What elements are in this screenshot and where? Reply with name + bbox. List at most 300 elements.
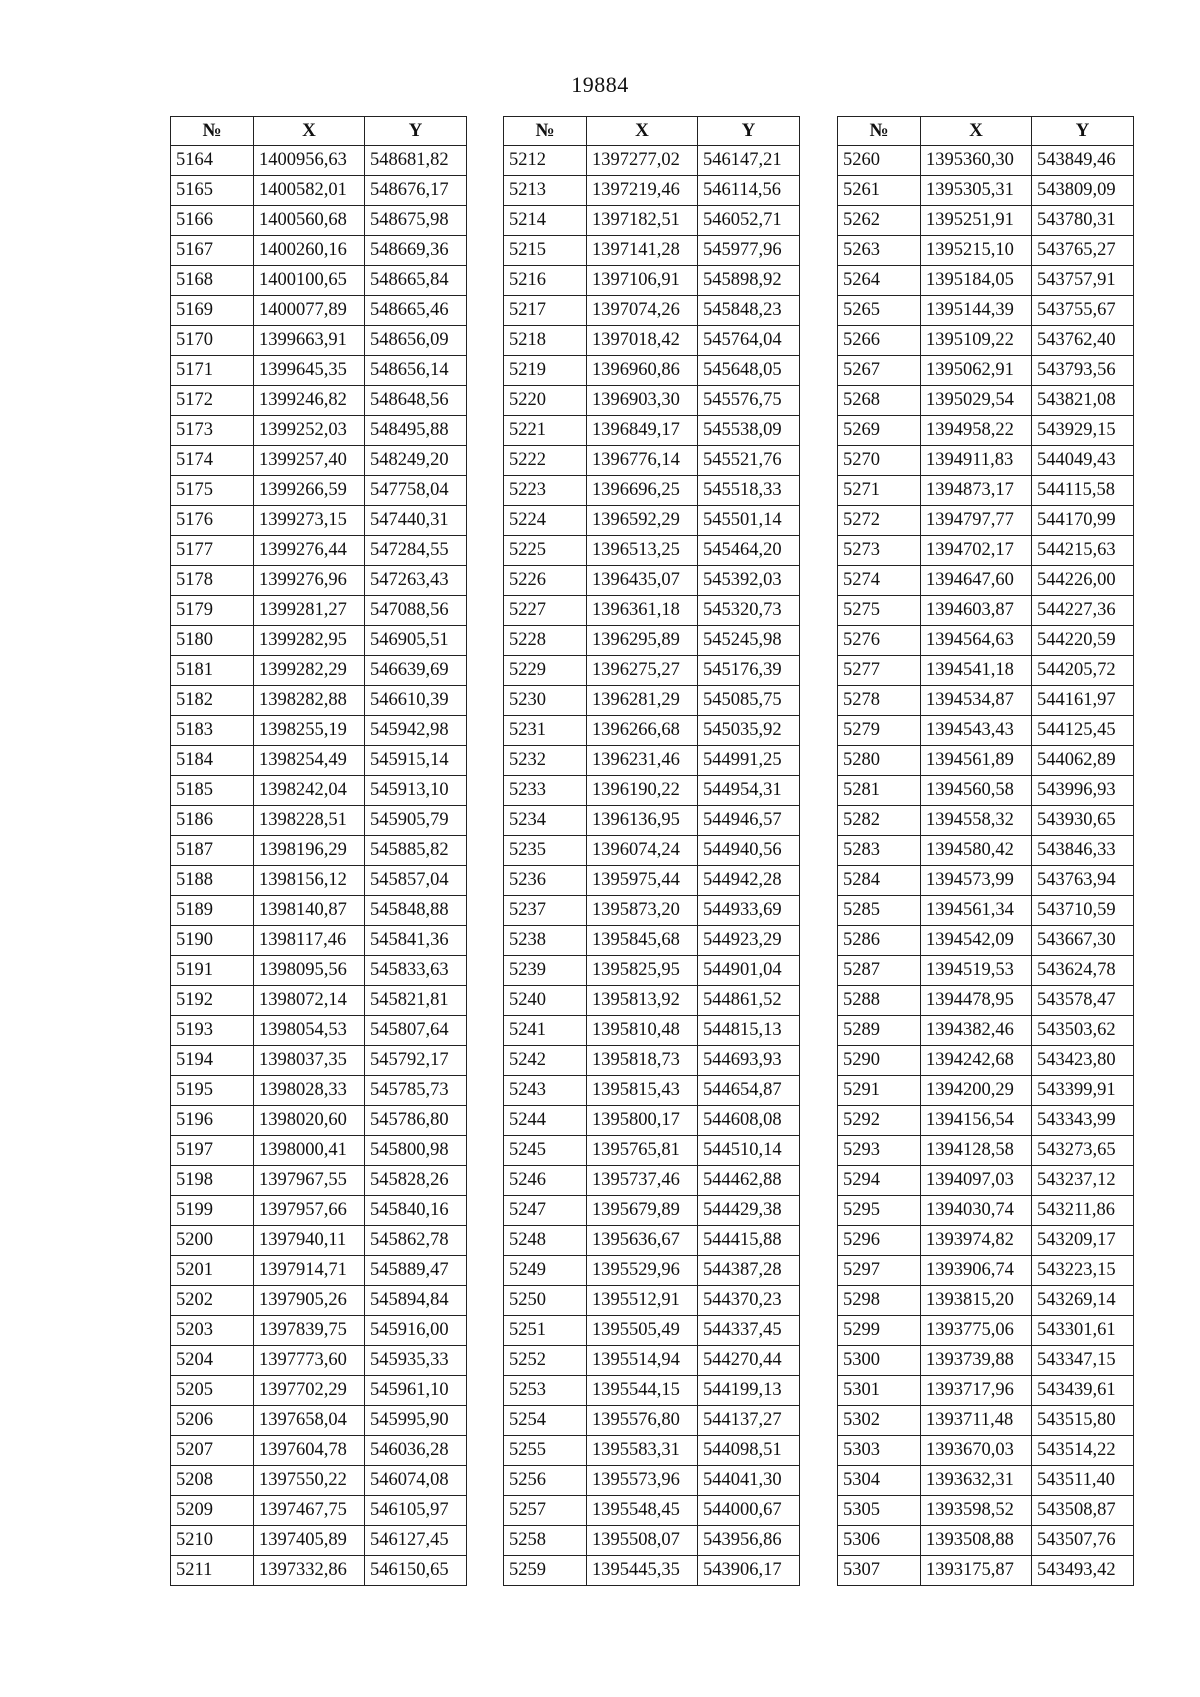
y-coordinate-cell: 547440,31 <box>365 506 467 536</box>
x-coordinate-cell: 1397182,51 <box>587 206 698 236</box>
table-row <box>838 1436 1134 1466</box>
x-coordinate-cell: 1395062,91 <box>921 356 1032 386</box>
x-coordinate-cell: 1395815,43 <box>587 1076 698 1106</box>
x-coordinate-cell: 1398020,60 <box>254 1106 365 1136</box>
y-coordinate-cell: 544923,29 <box>698 926 800 956</box>
y-coordinate-cell: 545800,98 <box>365 1136 467 1166</box>
y-coordinate-cell: 545807,64 <box>365 1016 467 1046</box>
table-row <box>838 1376 1134 1406</box>
y-coordinate-cell: 543211,86 <box>1032 1196 1134 1226</box>
y-coordinate-cell: 544387,28 <box>698 1256 800 1286</box>
point-number-cell: 5306 <box>838 1526 921 1556</box>
y-coordinate-cell: 544337,45 <box>698 1316 800 1346</box>
table-row <box>504 806 800 836</box>
x-coordinate-cell: 1398254,49 <box>254 746 365 776</box>
x-coordinate-cell: 1397914,71 <box>254 1256 365 1286</box>
y-coordinate-cell: 545833,63 <box>365 956 467 986</box>
x-coordinate-cell: 1393717,96 <box>921 1376 1032 1406</box>
y-coordinate-cell: 544062,89 <box>1032 746 1134 776</box>
y-coordinate-cell: 544370,23 <box>698 1286 800 1316</box>
y-coordinate-cell: 543269,14 <box>1032 1286 1134 1316</box>
point-number-cell: 5185 <box>171 776 254 806</box>
x-coordinate-cell: 1395765,81 <box>587 1136 698 1166</box>
point-number-cell: 5230 <box>504 686 587 716</box>
point-number-cell: 5226 <box>504 566 587 596</box>
point-number-cell: 5179 <box>171 596 254 626</box>
point-number-cell: 5195 <box>171 1076 254 1106</box>
point-number-cell: 5180 <box>171 626 254 656</box>
x-coordinate-cell: 1396903,30 <box>587 386 698 416</box>
table-row <box>504 266 800 296</box>
table-row <box>838 1406 1134 1436</box>
point-number-cell: 5165 <box>171 176 254 206</box>
point-number-cell: 5186 <box>171 806 254 836</box>
y-coordinate-cell: 546147,21 <box>698 146 800 176</box>
x-coordinate-cell: 1395109,22 <box>921 326 1032 356</box>
table-row <box>171 1226 467 1256</box>
y-coordinate-cell: 546114,56 <box>698 176 800 206</box>
table-row <box>838 566 1134 596</box>
y-coordinate-cell: 543209,17 <box>1032 1226 1134 1256</box>
x-coordinate-cell: 1397658,04 <box>254 1406 365 1436</box>
x-coordinate-cell: 1397839,75 <box>254 1316 365 1346</box>
x-coordinate-cell: 1394542,09 <box>921 926 1032 956</box>
x-coordinate-cell: 1396275,27 <box>587 656 698 686</box>
table-row <box>504 1376 800 1406</box>
x-coordinate-cell: 1397074,26 <box>587 296 698 326</box>
table-row <box>504 626 800 656</box>
table-row <box>504 236 800 266</box>
x-coordinate-cell: 1400560,68 <box>254 206 365 236</box>
x-coordinate-cell: 1395544,15 <box>587 1376 698 1406</box>
point-number-cell: 5290 <box>838 1046 921 1076</box>
x-coordinate-cell: 1398140,87 <box>254 896 365 926</box>
y-coordinate-cell: 548665,46 <box>365 296 467 326</box>
point-number-cell: 5277 <box>838 656 921 686</box>
x-coordinate-cell: 1398255,19 <box>254 716 365 746</box>
point-number-cell: 5248 <box>504 1226 587 1256</box>
x-coordinate-cell: 1398156,12 <box>254 866 365 896</box>
y-coordinate-cell: 543578,47 <box>1032 986 1134 1016</box>
x-coordinate-cell: 1398028,33 <box>254 1076 365 1106</box>
table-row <box>171 236 467 266</box>
table-row <box>504 296 800 326</box>
y-coordinate-cell: 544215,63 <box>1032 536 1134 566</box>
point-number-cell: 5262 <box>838 206 921 236</box>
y-coordinate-cell: 543846,33 <box>1032 836 1134 866</box>
x-coordinate-cell: 1395360,30 <box>921 146 1032 176</box>
point-number-cell: 5305 <box>838 1496 921 1526</box>
x-coordinate-cell: 1395737,46 <box>587 1166 698 1196</box>
y-coordinate-cell: 547758,04 <box>365 476 467 506</box>
x-coordinate-cell: 1394911,83 <box>921 446 1032 476</box>
y-coordinate-cell: 547284,55 <box>365 536 467 566</box>
table-row <box>171 386 467 416</box>
y-coordinate-cell: 543757,91 <box>1032 266 1134 296</box>
x-coordinate-cell: 1398054,53 <box>254 1016 365 1046</box>
table-row <box>838 926 1134 956</box>
point-number-cell: 5282 <box>838 806 921 836</box>
header-x: X <box>254 117 365 146</box>
y-coordinate-cell: 543780,31 <box>1032 206 1134 236</box>
table-row <box>504 986 800 1016</box>
point-number-cell: 5201 <box>171 1256 254 1286</box>
x-coordinate-cell: 1398117,46 <box>254 926 365 956</box>
x-coordinate-cell: 1399252,03 <box>254 416 365 446</box>
y-coordinate-cell: 543849,46 <box>1032 146 1134 176</box>
point-number-cell: 5220 <box>504 386 587 416</box>
table-row <box>504 1046 800 1076</box>
point-number-cell: 5211 <box>171 1556 254 1586</box>
header-y: Y <box>365 117 467 146</box>
x-coordinate-cell: 1394128,58 <box>921 1136 1032 1166</box>
y-coordinate-cell: 543755,67 <box>1032 296 1134 326</box>
y-coordinate-cell: 544462,88 <box>698 1166 800 1196</box>
y-coordinate-cell: 545792,17 <box>365 1046 467 1076</box>
point-number-cell: 5183 <box>171 716 254 746</box>
point-number-cell: 5251 <box>504 1316 587 1346</box>
point-number-cell: 5210 <box>171 1526 254 1556</box>
table-row <box>838 1226 1134 1256</box>
point-number-cell: 5234 <box>504 806 587 836</box>
point-number-cell: 5191 <box>171 956 254 986</box>
y-coordinate-cell: 543809,09 <box>1032 176 1134 206</box>
point-number-cell: 5193 <box>171 1016 254 1046</box>
x-coordinate-cell: 1399266,59 <box>254 476 365 506</box>
x-coordinate-cell: 1399246,82 <box>254 386 365 416</box>
table-row <box>171 536 467 566</box>
y-coordinate-cell: 544933,69 <box>698 896 800 926</box>
x-coordinate-cell: 1394242,68 <box>921 1046 1032 1076</box>
y-coordinate-cell: 548675,98 <box>365 206 467 236</box>
y-coordinate-cell: 546610,39 <box>365 686 467 716</box>
y-coordinate-cell: 545392,03 <box>698 566 800 596</box>
point-number-cell: 5258 <box>504 1526 587 1556</box>
table-row <box>838 416 1134 446</box>
point-number-cell: 5221 <box>504 416 587 446</box>
x-coordinate-cell: 1399257,40 <box>254 446 365 476</box>
x-coordinate-cell: 1395845,68 <box>587 926 698 956</box>
table-row <box>838 236 1134 266</box>
point-number-cell: 5187 <box>171 836 254 866</box>
x-coordinate-cell: 1397405,89 <box>254 1526 365 1556</box>
point-number-cell: 5166 <box>171 206 254 236</box>
table-row <box>171 1286 467 1316</box>
point-number-cell: 5184 <box>171 746 254 776</box>
point-number-cell: 5232 <box>504 746 587 776</box>
y-coordinate-cell: 543929,15 <box>1032 416 1134 446</box>
x-coordinate-cell: 1398095,56 <box>254 956 365 986</box>
point-number-cell: 5288 <box>838 986 921 1016</box>
table-row <box>838 1286 1134 1316</box>
point-number-cell: 5216 <box>504 266 587 296</box>
header-number: № <box>171 117 254 146</box>
x-coordinate-cell: 1398282,88 <box>254 686 365 716</box>
y-coordinate-cell: 543793,56 <box>1032 356 1134 386</box>
x-coordinate-cell: 1396190,22 <box>587 776 698 806</box>
y-coordinate-cell: 548665,84 <box>365 266 467 296</box>
x-coordinate-cell: 1396361,18 <box>587 596 698 626</box>
point-number-cell: 5299 <box>838 1316 921 1346</box>
y-coordinate-cell: 545862,78 <box>365 1226 467 1256</box>
x-coordinate-cell: 1396776,14 <box>587 446 698 476</box>
point-number-cell: 5181 <box>171 656 254 686</box>
y-coordinate-cell: 544161,97 <box>1032 686 1134 716</box>
point-number-cell: 5200 <box>171 1226 254 1256</box>
y-coordinate-cell: 544170,99 <box>1032 506 1134 536</box>
table-row <box>171 206 467 236</box>
x-coordinate-cell: 1394958,22 <box>921 416 1032 446</box>
y-coordinate-cell: 543906,17 <box>698 1556 800 1586</box>
point-number-cell: 5270 <box>838 446 921 476</box>
table-row <box>171 1256 467 1286</box>
y-coordinate-cell: 545889,47 <box>365 1256 467 1286</box>
table-row <box>171 656 467 686</box>
x-coordinate-cell: 1395029,54 <box>921 386 1032 416</box>
x-coordinate-cell: 1394382,46 <box>921 1016 1032 1046</box>
table-row <box>171 1376 467 1406</box>
y-coordinate-cell: 545785,73 <box>365 1076 467 1106</box>
x-coordinate-cell: 1397277,02 <box>587 146 698 176</box>
point-number-cell: 5236 <box>504 866 587 896</box>
table-row <box>838 356 1134 386</box>
point-number-cell: 5252 <box>504 1346 587 1376</box>
table-row <box>504 1106 800 1136</box>
y-coordinate-cell: 544199,13 <box>698 1376 800 1406</box>
y-coordinate-cell: 546127,45 <box>365 1526 467 1556</box>
table-row <box>171 1556 467 1586</box>
x-coordinate-cell: 1397332,86 <box>254 1556 365 1586</box>
x-coordinate-cell: 1397773,60 <box>254 1346 365 1376</box>
table-row <box>171 1076 467 1106</box>
table-row <box>504 746 800 776</box>
point-number-cell: 5197 <box>171 1136 254 1166</box>
table-row <box>171 146 467 176</box>
y-coordinate-cell: 548495,88 <box>365 416 467 446</box>
x-coordinate-cell: 1394873,17 <box>921 476 1032 506</box>
table-row <box>838 1556 1134 1586</box>
y-coordinate-cell: 548681,82 <box>365 146 467 176</box>
point-number-cell: 5172 <box>171 386 254 416</box>
x-coordinate-cell: 1395548,45 <box>587 1496 698 1526</box>
y-coordinate-cell: 544510,14 <box>698 1136 800 1166</box>
point-number-cell: 5228 <box>504 626 587 656</box>
x-coordinate-cell: 1393598,52 <box>921 1496 1032 1526</box>
table-row <box>171 416 467 446</box>
x-coordinate-cell: 1397219,46 <box>587 176 698 206</box>
x-coordinate-cell: 1394580,42 <box>921 836 1032 866</box>
y-coordinate-cell: 543511,40 <box>1032 1466 1134 1496</box>
x-coordinate-cell: 1398000,41 <box>254 1136 365 1166</box>
table-row <box>171 266 467 296</box>
y-coordinate-cell: 544098,51 <box>698 1436 800 1466</box>
point-number-cell: 5247 <box>504 1196 587 1226</box>
point-number-cell: 5167 <box>171 236 254 266</box>
table-row <box>504 146 800 176</box>
table-header-row <box>171 117 467 146</box>
table-row <box>504 1346 800 1376</box>
point-number-cell: 5238 <box>504 926 587 956</box>
y-coordinate-cell: 543223,15 <box>1032 1256 1134 1286</box>
y-coordinate-cell: 543624,78 <box>1032 956 1134 986</box>
table-row <box>504 866 800 896</box>
y-coordinate-cell: 548656,09 <box>365 326 467 356</box>
table-row <box>504 476 800 506</box>
x-coordinate-cell: 1393711,48 <box>921 1406 1032 1436</box>
y-coordinate-cell: 545898,92 <box>698 266 800 296</box>
y-coordinate-cell: 543514,22 <box>1032 1436 1134 1466</box>
x-coordinate-cell: 1394097,03 <box>921 1166 1032 1196</box>
point-number-cell: 5239 <box>504 956 587 986</box>
table-row <box>171 1346 467 1376</box>
x-coordinate-cell: 1393739,88 <box>921 1346 1032 1376</box>
point-number-cell: 5260 <box>838 146 921 176</box>
point-number-cell: 5287 <box>838 956 921 986</box>
table-row <box>504 1226 800 1256</box>
point-number-cell: 5257 <box>504 1496 587 1526</box>
x-coordinate-cell: 1398242,04 <box>254 776 365 806</box>
table-row <box>504 1556 800 1586</box>
point-number-cell: 5303 <box>838 1436 921 1466</box>
y-coordinate-cell: 543399,91 <box>1032 1076 1134 1106</box>
x-coordinate-cell: 1394519,53 <box>921 956 1032 986</box>
point-number-cell: 5285 <box>838 896 921 926</box>
table-row <box>171 506 467 536</box>
point-number-cell: 5217 <box>504 296 587 326</box>
point-number-cell: 5214 <box>504 206 587 236</box>
table-row <box>171 446 467 476</box>
table-row <box>171 746 467 776</box>
y-coordinate-cell: 545885,82 <box>365 836 467 866</box>
y-coordinate-cell: 545857,04 <box>365 866 467 896</box>
point-number-cell: 5278 <box>838 686 921 716</box>
y-coordinate-cell: 545905,79 <box>365 806 467 836</box>
point-number-cell: 5203 <box>171 1316 254 1346</box>
y-coordinate-cell: 544415,88 <box>698 1226 800 1256</box>
point-number-cell: 5202 <box>171 1286 254 1316</box>
table-row <box>171 476 467 506</box>
table-row <box>838 716 1134 746</box>
point-number-cell: 5294 <box>838 1166 921 1196</box>
point-number-cell: 5199 <box>171 1196 254 1226</box>
point-number-cell: 5227 <box>504 596 587 626</box>
x-coordinate-cell: 1399663,91 <box>254 326 365 356</box>
point-number-cell: 5218 <box>504 326 587 356</box>
table-row <box>171 1526 467 1556</box>
table-row <box>838 986 1134 1016</box>
y-coordinate-cell: 544991,25 <box>698 746 800 776</box>
x-coordinate-cell: 1395873,20 <box>587 896 698 926</box>
table-row <box>838 596 1134 626</box>
x-coordinate-cell: 1395144,39 <box>921 296 1032 326</box>
point-number-cell: 5245 <box>504 1136 587 1166</box>
point-number-cell: 5233 <box>504 776 587 806</box>
y-coordinate-cell: 545648,05 <box>698 356 800 386</box>
y-coordinate-cell: 545848,23 <box>698 296 800 326</box>
point-number-cell: 5273 <box>838 536 921 566</box>
point-number-cell: 5261 <box>838 176 921 206</box>
table-row <box>171 356 467 386</box>
x-coordinate-cell: 1393974,82 <box>921 1226 1032 1256</box>
point-number-cell: 5174 <box>171 446 254 476</box>
table-row <box>504 596 800 626</box>
x-coordinate-cell: 1394156,54 <box>921 1106 1032 1136</box>
point-number-cell: 5207 <box>171 1436 254 1466</box>
point-number-cell: 5188 <box>171 866 254 896</box>
header-x: X <box>587 117 698 146</box>
table-row <box>171 296 467 326</box>
table-row <box>838 836 1134 866</box>
point-number-cell: 5189 <box>171 896 254 926</box>
x-coordinate-cell: 1395508,07 <box>587 1526 698 1556</box>
table-row <box>504 446 800 476</box>
table-row <box>171 806 467 836</box>
x-coordinate-cell: 1393775,06 <box>921 1316 1032 1346</box>
y-coordinate-cell: 545995,90 <box>365 1406 467 1436</box>
x-coordinate-cell: 1397018,42 <box>587 326 698 356</box>
x-coordinate-cell: 1395305,31 <box>921 176 1032 206</box>
table-row <box>504 176 800 206</box>
point-number-cell: 5275 <box>838 596 921 626</box>
table-row <box>171 1436 467 1466</box>
point-number-cell: 5286 <box>838 926 921 956</box>
table-row <box>838 956 1134 986</box>
point-number-cell: 5307 <box>838 1556 921 1586</box>
point-number-cell: 5175 <box>171 476 254 506</box>
point-number-cell: 5256 <box>504 1466 587 1496</box>
point-number-cell: 5212 <box>504 146 587 176</box>
y-coordinate-cell: 545840,16 <box>365 1196 467 1226</box>
table-row <box>504 1166 800 1196</box>
y-coordinate-cell: 544125,45 <box>1032 716 1134 746</box>
y-coordinate-cell: 544220,59 <box>1032 626 1134 656</box>
point-number-cell: 5222 <box>504 446 587 476</box>
point-number-cell: 5263 <box>838 236 921 266</box>
table-row <box>838 806 1134 836</box>
table-row <box>504 1196 800 1226</box>
x-coordinate-cell: 1395825,95 <box>587 956 698 986</box>
x-coordinate-cell: 1396960,86 <box>587 356 698 386</box>
x-coordinate-cell: 1397467,75 <box>254 1496 365 1526</box>
point-number-cell: 5169 <box>171 296 254 326</box>
point-number-cell: 5280 <box>838 746 921 776</box>
table-row <box>171 1016 467 1046</box>
point-number-cell: 5182 <box>171 686 254 716</box>
coordinates-table-3 <box>837 116 1134 1586</box>
table-row <box>504 326 800 356</box>
table-row <box>838 1496 1134 1526</box>
point-number-cell: 5242 <box>504 1046 587 1076</box>
x-coordinate-cell: 1395800,17 <box>587 1106 698 1136</box>
x-coordinate-cell: 1400260,16 <box>254 236 365 266</box>
y-coordinate-cell: 544041,30 <box>698 1466 800 1496</box>
x-coordinate-cell: 1394797,77 <box>921 506 1032 536</box>
x-coordinate-cell: 1395505,49 <box>587 1316 698 1346</box>
point-number-cell: 5196 <box>171 1106 254 1136</box>
y-coordinate-cell: 548249,20 <box>365 446 467 476</box>
x-coordinate-cell: 1395529,96 <box>587 1256 698 1286</box>
point-number-cell: 5206 <box>171 1406 254 1436</box>
y-coordinate-cell: 545576,75 <box>698 386 800 416</box>
table-row <box>171 1046 467 1076</box>
table-row <box>504 416 800 446</box>
y-coordinate-cell: 544815,13 <box>698 1016 800 1046</box>
x-coordinate-cell: 1396849,17 <box>587 416 698 446</box>
table-row <box>838 1046 1134 1076</box>
x-coordinate-cell: 1393815,20 <box>921 1286 1032 1316</box>
x-coordinate-cell: 1394647,60 <box>921 566 1032 596</box>
y-coordinate-cell: 545245,98 <box>698 626 800 656</box>
